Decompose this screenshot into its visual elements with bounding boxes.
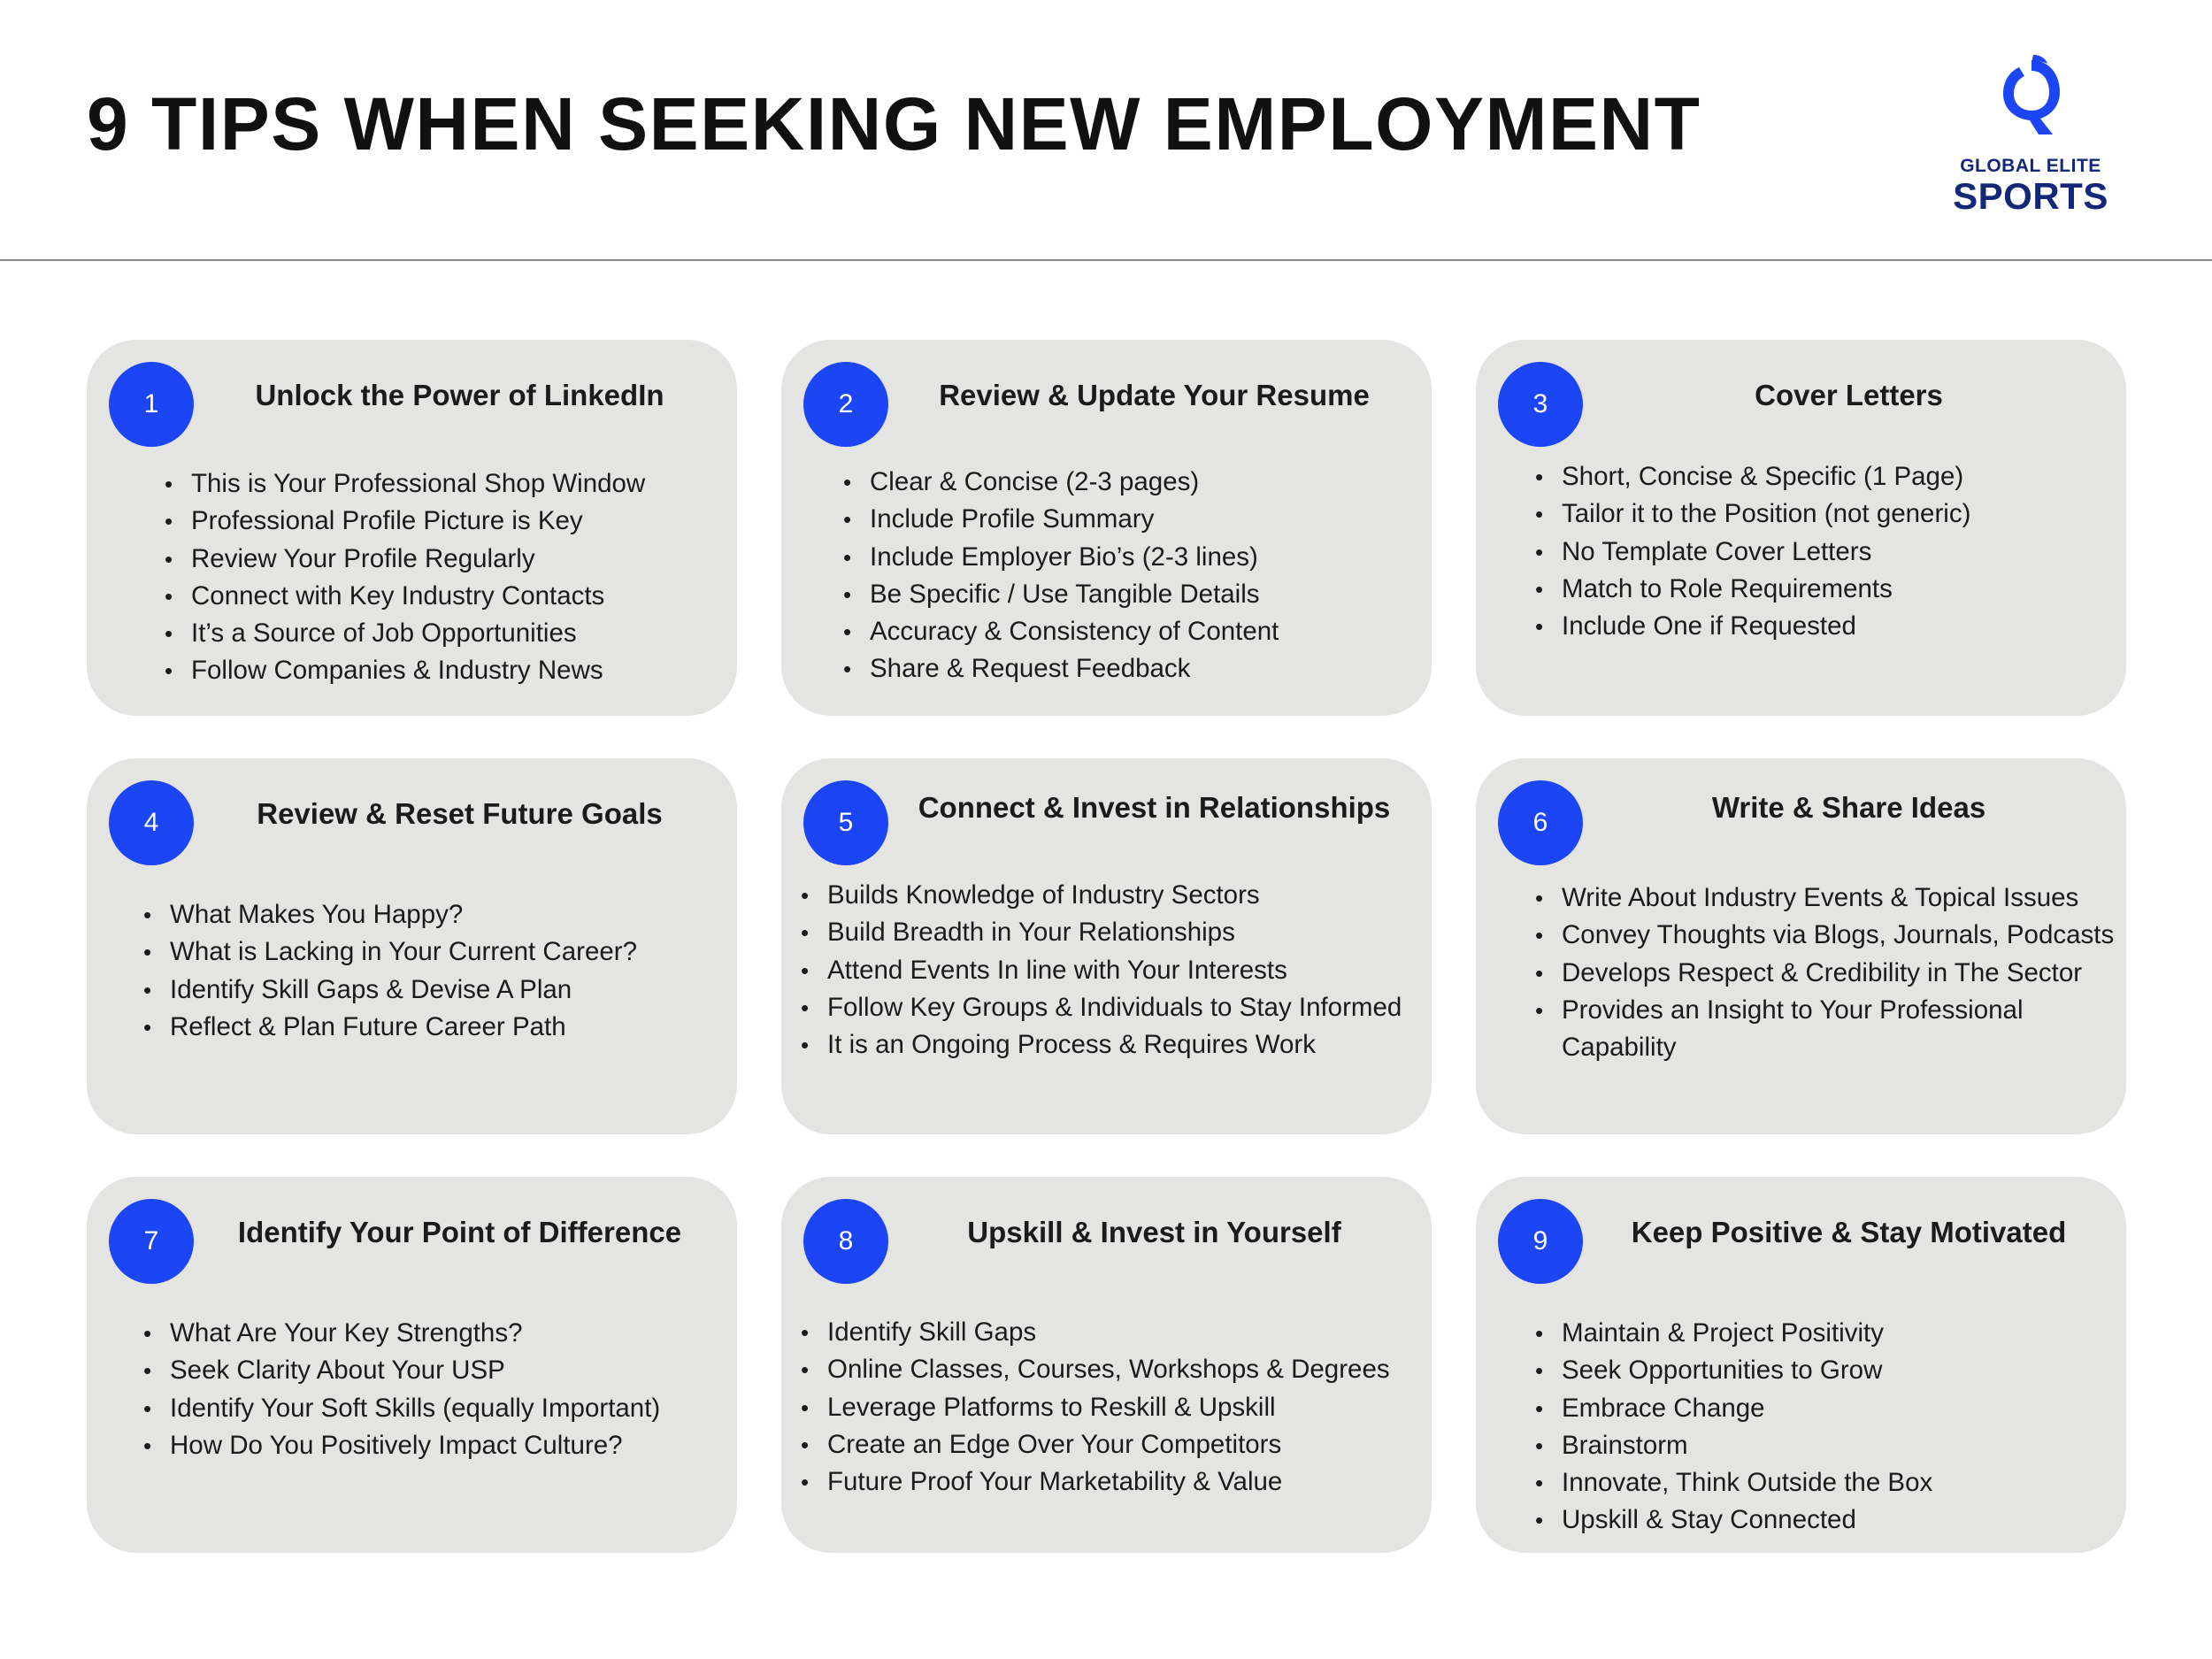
tip-title: Review & Update Your Resume [939, 379, 1370, 411]
tip-number-badge: 1 [109, 362, 194, 447]
tip-title: Keep Positive & Stay Motivated [1631, 1216, 2067, 1248]
tip-card-1 [87, 340, 737, 716]
tip-title: Review & Reset Future Goals [257, 797, 663, 830]
tip-bullet-item: • Innovate, Think Outside the Box [1535, 1464, 2117, 1502]
tip-bullet-item: • Connect with Key Industry Contacts [165, 578, 728, 615]
tip-bullet-item: • Share & Request Feedback [843, 650, 1423, 687]
tip-bullet-item: • What Are Your Key Strengths? [143, 1315, 728, 1352]
tip-bullet-item: • Match to Role Requirements [1535, 571, 2117, 608]
tip-bullet-item: • Identify Your Soft Skills (equally Important) [143, 1390, 728, 1427]
tip-bullet-item: • Review Your Profile Regularly [165, 541, 728, 578]
tip-bullet-item: • Online Classes, Courses, Workshops & Degrees [801, 1351, 1423, 1388]
tip-bullet-item: • Write About Industry Events & Topical Issues [1535, 879, 2117, 917]
tip-number-badge: 6 [1498, 780, 1583, 865]
tip-bullet-item: • Future Proof Your Marketability & Value [801, 1463, 1423, 1501]
tip-number-badge: 9 [1498, 1199, 1583, 1284]
tip-card-6 [1476, 758, 2126, 1134]
logo-text-sports: SPORTS [1953, 175, 2108, 217]
tip-bullet-item: • Clear & Concise (2-3 pages) [843, 464, 1423, 501]
tip-bullet-item: • Create an Edge Over Your Competitors [801, 1426, 1423, 1463]
tip-bullet-item: • Professional Profile Picture is Key [165, 503, 728, 540]
tip-bullet-item: • Follow Key Groups & Individuals to Stay Informed [801, 989, 1423, 1026]
tip-bullet-item: • This is Your Professional Shop Window [165, 465, 728, 503]
tip-card-7 [87, 1177, 737, 1553]
tip-bullet-item: • Convey Thoughts via Blogs, Journals, Podcasts [1535, 917, 2117, 954]
tip-bullet-item: • It’s a Source of Job Opportunities [165, 615, 728, 652]
tip-bullet-list [1535, 1315, 2117, 1540]
tip-title: Write & Share Ideas [1711, 791, 1986, 824]
tip-bullet-item: • Builds Knowledge of Industry Sectors [801, 877, 1423, 914]
tip-bullet-item: • Provides an Insight to Your Professional Capability [1535, 992, 2117, 1067]
tip-bullet-item: • Maintain & Project Positivity [1535, 1315, 2117, 1352]
tip-bullet-item: • Brainstorm [1535, 1427, 2117, 1464]
tips-grid [87, 340, 2126, 1553]
tip-number-badge: 4 [109, 780, 194, 865]
brand-logo [1947, 55, 2115, 217]
tip-bullet-item: • Short, Concise & Specific (1 Page) [1535, 458, 2117, 495]
tip-bullet-list [801, 877, 1423, 1064]
tip-bullet-list [801, 1314, 1423, 1501]
tip-bullet-item: • Seek Clarity About Your USP [143, 1352, 728, 1389]
tip-bullet-list [143, 896, 728, 1046]
tip-card-8 [781, 1177, 1432, 1553]
tip-bullet-item: • What Makes You Happy? [143, 896, 728, 933]
tip-card-3 [1476, 340, 2126, 716]
tip-bullet-list [143, 1315, 728, 1464]
tip-bullet-item: • Build Breadth in Your Relationships [801, 914, 1423, 951]
tip-bullet-item: • Reflect & Plan Future Career Path [143, 1009, 728, 1046]
tip-title: Cover Letters [1755, 379, 1943, 411]
tip-bullet-item: • It is an Ongoing Process & Requires Work [801, 1026, 1423, 1064]
tip-bullet-item: • Be Specific / Use Tangible Details [843, 576, 1423, 613]
tip-bullet-item: • Include Profile Summary [843, 501, 1423, 538]
tip-title: Upskill & Invest in Yourself [967, 1216, 1341, 1248]
tip-bullet-item: • Accuracy & Consistency of Content [843, 613, 1423, 650]
tip-bullet-item: • Upskill & Stay Connected [1535, 1502, 2117, 1539]
tip-bullet-list [1535, 879, 2117, 1066]
page-title: 9 TIPS WHEN SEEKING NEW EMPLOYMENT [87, 82, 1701, 165]
tip-number-badge: 8 [803, 1199, 888, 1284]
tip-bullet-list [165, 465, 728, 690]
tip-bullet-item: • Seek Opportunities to Grow [1535, 1352, 2117, 1389]
tip-bullet-item: • How Do You Positively Impact Culture? [143, 1427, 728, 1464]
tip-bullet-list [1535, 458, 2117, 645]
tip-bullet-item: • Attend Events In line with Your Interests [801, 952, 1423, 989]
tip-card-4 [87, 758, 737, 1134]
tip-bullet-item: • Include One if Requested [1535, 608, 2117, 645]
tip-bullet-item: • Identify Skill Gaps [801, 1314, 1423, 1351]
tip-bullet-item: • Develops Respect & Credibility in The Sector [1535, 955, 2117, 992]
tip-title: Identify Your Point of Difference [237, 1216, 682, 1248]
tip-title: Unlock the Power of LinkedIn [255, 379, 664, 411]
tip-number-badge: 3 [1498, 362, 1583, 447]
tip-number-badge: 2 [803, 362, 888, 447]
tip-bullet-item: • Embrace Change [1535, 1390, 2117, 1427]
header-divider [0, 259, 2212, 261]
swoosh-q-logo-icon [1998, 55, 2065, 136]
logo-text-global-elite: GLOBAL ELITE [1960, 156, 2101, 176]
tip-card-9 [1476, 1177, 2126, 1553]
tip-bullet-item: • What is Lacking in Your Current Career? [143, 933, 728, 971]
tip-bullet-item: • Tailor it to the Position (not generic) [1535, 495, 2117, 533]
tip-number-badge: 5 [803, 780, 888, 865]
tip-bullet-item: • Follow Companies & Industry News [165, 652, 728, 689]
tip-bullet-item: • No Template Cover Letters [1535, 534, 2117, 571]
tip-card-2 [781, 340, 1432, 716]
tip-bullet-item: • Include Employer Bio’s (2-3 lines) [843, 539, 1423, 576]
tip-bullet-item: • Leverage Platforms to Reskill & Upskill [801, 1389, 1423, 1426]
tip-bullet-list [843, 464, 1423, 688]
tip-bullet-item: • Identify Skill Gaps & Devise A Plan [143, 972, 728, 1009]
tip-card-5 [781, 758, 1432, 1134]
tip-number-badge: 7 [109, 1199, 194, 1284]
tip-title: Connect & Invest in Relationships [918, 791, 1391, 824]
